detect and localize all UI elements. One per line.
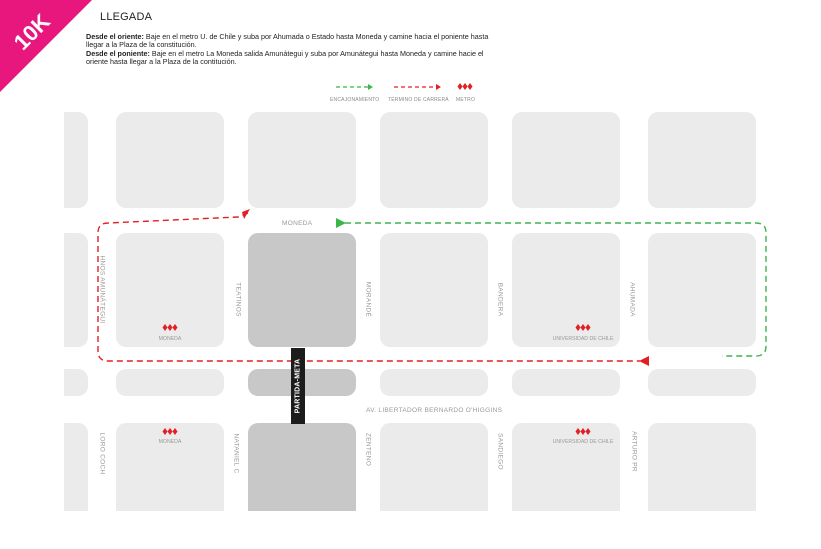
metro-label-moneda: MONEDA (158, 336, 182, 342)
page-title: LLEGADA (100, 11, 153, 23)
street-sandiego: SANDIEGO (496, 433, 504, 470)
metro-label-uchile-south: UNIVERSIDAD DE CHILE (552, 439, 614, 445)
street-alameda: AV. LIBERTADOR BERNARDO O'HIGGINS (366, 407, 503, 414)
street-zenteno: ZENTENO (364, 432, 372, 467)
legend-encajonamiento: ENCAJONAMIENTO (330, 97, 380, 103)
street-morande: MORANDÉ (364, 281, 372, 318)
east-instruction: Desde el oriente: Baje en el metro U. de Chile y suba por Ahumada o Estado hasta Moneda y camine hacia el poniente hasta llegar a la Plaza de la constitución. (86, 32, 489, 50)
metro-icon (163, 428, 178, 435)
legend-metro: METRO (456, 97, 476, 103)
street-bandera: BANDERA (496, 282, 504, 317)
arrow-icon (336, 218, 346, 228)
street-teatinos: TEATINOS (234, 282, 242, 317)
partida-meta-label: PARTIDA-META (294, 358, 302, 414)
street-ahumada: AHUMADA (628, 282, 636, 317)
street-nataniel: NATANIEL C (232, 433, 240, 474)
arrow-icon (242, 209, 250, 219)
metro-icon (576, 428, 591, 435)
metro-label-uchile: UNIVERSIDAD DE CHILE (552, 336, 614, 342)
legend-termino: TÉRMINO DE CARRERA (388, 97, 449, 103)
metro-label-moneda-south: MONEDA (158, 439, 182, 445)
arrow-icon (639, 356, 649, 366)
metro-icon (163, 324, 178, 331)
badge-text: 10K (8, 8, 55, 55)
street-loro-coch: LORO COCH (98, 432, 106, 475)
street-amunategui: HNOS AMUNÁTEGUI (98, 255, 106, 324)
partida-meta-marker (291, 348, 305, 424)
west-instruction: Desde el poniente: Baje en el metro La Moneda salida Amunátegui y suba por Amunátegui hasta Moneda y camine hacie el oriente hasta llegar a la Plaza de la contitución. (86, 48, 484, 66)
street-arturo-prat: ARTURO PR (630, 431, 638, 472)
street-moneda: MONEDA (282, 220, 313, 227)
metro-icon (576, 324, 591, 331)
